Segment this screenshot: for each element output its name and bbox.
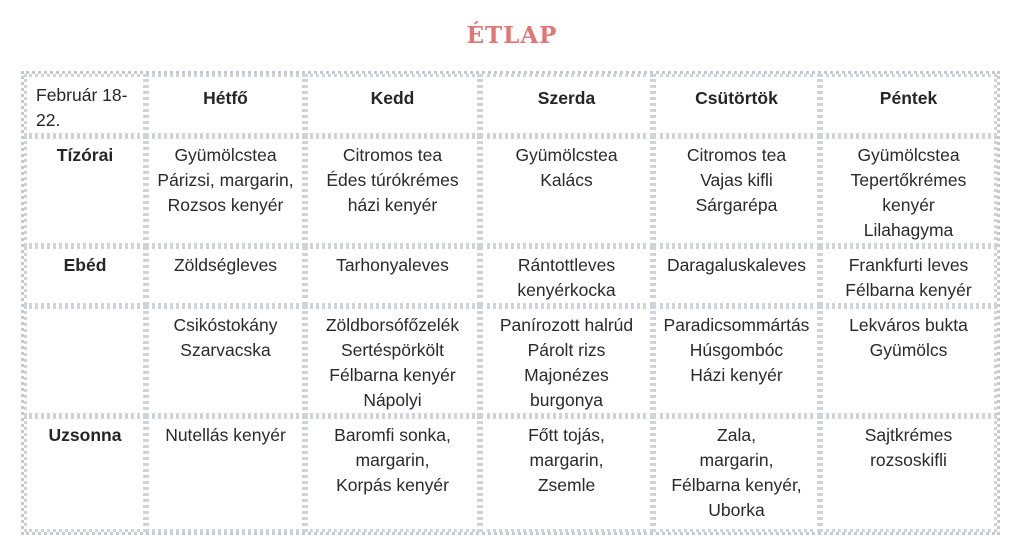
- menu-item: margarin,: [355, 450, 430, 470]
- menu-cell-csutortok: [653, 246, 820, 306]
- meal-label: Uzsonna: [24, 416, 146, 532]
- menu-item: Zöldségleves: [173, 255, 278, 275]
- meal-label: [24, 306, 146, 416]
- day-header-pentek: Péntek: [820, 74, 997, 136]
- menu-item: Sajtkrémes: [864, 425, 953, 445]
- menu-item: Panírozott halrúd: [499, 315, 634, 335]
- menu-item: Tepertőkrémes: [850, 170, 967, 190]
- menu-item: Főtt tojás,: [528, 425, 605, 445]
- menu-cell-hetfo: [146, 416, 305, 532]
- menu-item: Házi kenyér: [690, 365, 783, 385]
- meal-label: Ebéd: [24, 246, 146, 306]
- menu-item: Párolt rizs: [527, 340, 606, 360]
- menu-item: Párizsi, margarin,: [157, 170, 294, 190]
- menu-cell-hetfo: [146, 306, 305, 416]
- menu-item: Félbarna kenyér: [329, 365, 456, 385]
- menu-item: Sárgarépa: [695, 195, 778, 215]
- menu-item: Gyümölcstea: [515, 145, 618, 165]
- menu-item: Húsgombóc: [689, 340, 784, 360]
- menu-cell-szerda: [480, 136, 653, 246]
- menu-item: margarin,: [529, 450, 604, 470]
- meal-label: Tízórai: [24, 136, 146, 246]
- menu-item: Zsemle: [537, 475, 596, 495]
- menu-item: Csikóstokány: [173, 315, 278, 335]
- menu-cell-pentek: [820, 136, 997, 246]
- row-tizorai: [24, 136, 997, 246]
- menu-cell-szerda: [480, 416, 653, 532]
- menu-cell-csutortok: [653, 416, 820, 532]
- menu-cell-pentek: [820, 246, 997, 306]
- menu-cell-kedd: [305, 136, 480, 246]
- menu-item: Lilahagyma: [863, 220, 954, 240]
- menu-item: Vajas kifli: [700, 170, 773, 190]
- menu-item: kenyérkocka: [517, 280, 616, 300]
- menu-item: Baromfi sonka,: [334, 425, 451, 445]
- menu-item: kenyér: [882, 195, 935, 215]
- menu-cell-pentek: [820, 416, 997, 532]
- menu-item: Nutellás kenyér: [165, 425, 286, 445]
- menu-cell-csutortok: [653, 136, 820, 246]
- menu-item: Kalács: [540, 170, 593, 190]
- menu-item: Rántottleves: [517, 255, 616, 275]
- menu-item: Uborka: [708, 500, 765, 520]
- menu-item: Korpás kenyér: [336, 475, 449, 495]
- menu-item: Édes túrókrémes: [326, 170, 459, 190]
- menu-cell-pentek: [820, 306, 997, 416]
- menu-item: Gyümölcstea: [174, 145, 277, 165]
- menu-item: Zöldborsófőzelék: [325, 315, 460, 335]
- menu-item: Frankfurti leves: [848, 255, 969, 275]
- menu-item: Félbarna kenyér: [845, 280, 972, 300]
- menu-item: Tarhonyaleves: [336, 255, 449, 275]
- menu-item: Gyümölcstea: [857, 145, 960, 165]
- menu-item: Zala,: [717, 425, 756, 445]
- menu-item: Sertéspörkölt: [340, 340, 445, 360]
- menu-cell-kedd: [305, 306, 480, 416]
- menu-cell-hetfo: [146, 136, 305, 246]
- menu-item: Paradicsommártás: [663, 315, 810, 335]
- menu-cell-szerda: [480, 246, 653, 306]
- menu-cell-csutortok: [653, 306, 820, 416]
- menu-table: [21, 71, 1000, 535]
- menu-cell-kedd: [305, 246, 480, 306]
- menu-item: Gyümölcs: [869, 340, 948, 360]
- page-title: ÉTLAP: [466, 22, 558, 49]
- menu-item: Majonézes: [524, 365, 609, 385]
- row-uzsonna: [24, 416, 997, 532]
- header-row: [24, 74, 997, 136]
- menu-item: burgonya: [530, 390, 603, 410]
- menu-item: rozsoskifli: [870, 450, 947, 470]
- day-header-kedd: Kedd: [305, 74, 480, 136]
- menu-item: Rozsos kenyér: [167, 195, 284, 215]
- menu-item: margarin,: [699, 450, 774, 470]
- menu-item: Lekváros bukta: [849, 315, 968, 335]
- day-header-hetfo: Hétfő: [146, 74, 305, 136]
- menu-item: Daragaluskaleves: [666, 255, 807, 275]
- menu-item: Szarvacska: [180, 340, 271, 360]
- menu-body: [24, 136, 997, 532]
- menu-item: Félbarna kenyér,: [671, 475, 802, 495]
- row-ebed-main: [24, 306, 997, 416]
- menu-cell-kedd: [305, 416, 480, 532]
- day-header-csutortok: Csütörtök: [653, 74, 820, 136]
- menu-item: Citromos tea: [342, 145, 443, 165]
- menu-item: házi kenyér: [347, 195, 438, 215]
- row-ebed: [24, 246, 997, 306]
- date-range-header: Február 18-22.: [24, 74, 146, 136]
- day-header-szerda: Szerda: [480, 74, 653, 136]
- menu-item: Citromos tea: [686, 145, 787, 165]
- menu-item: Nápolyi: [363, 390, 422, 410]
- menu-cell-szerda: [480, 306, 653, 416]
- menu-cell-hetfo: [146, 246, 305, 306]
